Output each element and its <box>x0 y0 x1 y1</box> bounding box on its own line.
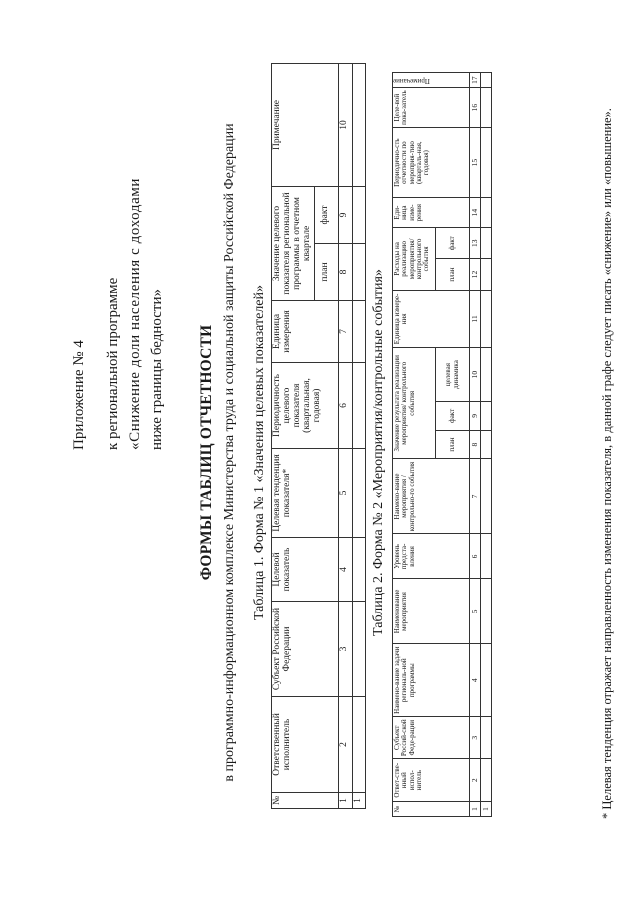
t2-colnum: 8 <box>470 430 481 459</box>
t2-colnum: 12 <box>470 259 481 290</box>
t2-cell <box>481 228 492 259</box>
t1-cell <box>352 187 365 244</box>
annex-line: «Снижение доли населения с доходами <box>127 177 143 450</box>
table1 <box>271 63 366 809</box>
annex-line: к региональной программе <box>105 277 121 450</box>
footnote: * Целевая тенденция отражает направленность изменения показателя, в данной графе следует писать «снижение» или «повышение». <box>600 108 614 819</box>
t1-cell <box>352 538 365 602</box>
table2 <box>392 72 492 817</box>
t2-cell <box>481 717 492 760</box>
t2-cell <box>481 459 492 534</box>
t1-cell <box>352 64 365 187</box>
page-title: ФОРМЫ ТАБЛИЦ ОТЧЕТНОСТИ <box>198 324 215 581</box>
t2-row-num: 1 <box>481 802 492 817</box>
t1-cell <box>352 301 365 363</box>
t2-header-target: Целе-вой пока-затель <box>393 88 470 128</box>
t1-colnum: 9 <box>338 187 352 244</box>
t2-header-dynamic: целевая динамика <box>436 348 470 402</box>
table1-caption: Таблица 1. Форма № 1 «Значения целевых показателей» <box>252 284 267 621</box>
t2-header-note <box>393 73 470 88</box>
t2-cell <box>481 759 492 802</box>
t2-colnum: 4 <box>470 644 481 717</box>
t2-colnum: 2 <box>470 759 481 802</box>
t2-cell <box>481 401 492 430</box>
annex-number: Приложение № 4 <box>71 340 87 450</box>
t2-cell <box>481 73 492 88</box>
t2-cell <box>481 128 492 198</box>
t1-colnum: 3 <box>338 602 352 697</box>
page-subtitle: в программно-информационном комплексе Министерства труда и социальной защиты Российской Федерации <box>222 123 237 782</box>
t2-header-unit: Единица измере-ния <box>393 290 470 348</box>
t2-header-costunit: Еди-ница изме-рения <box>393 198 470 228</box>
t1-colnum: 5 <box>338 449 352 538</box>
t2-header-event: Наименование мероприятия <box>393 579 470 644</box>
t1-colnum: 6 <box>338 363 352 449</box>
t2-cell <box>481 534 492 579</box>
t2-header-cost-fact: факт <box>436 228 470 259</box>
t2-header-cost: Расходы на реализацию мероприятия/ контрольного события <box>393 228 436 291</box>
t2-header-note-text: Примечание <box>393 76 430 85</box>
annex-block <box>68 178 168 450</box>
t1-colnum: 8 <box>338 244 352 301</box>
t1-header-indicator: Целевой показатель <box>272 538 339 602</box>
t1-cell <box>352 244 365 301</box>
t2-colnum: 6 <box>470 534 481 579</box>
t2-colnum: 5 <box>470 579 481 644</box>
t1-header-period: Периодичность целевого показателя (квартальная, годовая) <box>272 363 339 449</box>
t2-header-level: Уровень предста-вления <box>393 534 470 579</box>
t2-header-period: Периодично-сть отчетности по мероприя-тию (кварталь-ная, годовая) <box>393 128 470 198</box>
t1-header-responsible: Ответственный исполнитель <box>272 697 339 793</box>
t2-cell <box>481 579 492 644</box>
t2-header-plan: план <box>436 430 470 459</box>
t1-colnum: 1 <box>338 793 352 809</box>
t2-header-name: Наимено-вание мероприятия / контрольно-го события <box>393 459 470 534</box>
t2-header-task: Наимено-вание задачи региональ-ной программы <box>393 644 470 717</box>
t1-header-value: Значение целевого показателя региональной программы в отчетном квартале <box>272 187 315 301</box>
t1-colnum: 10 <box>338 64 352 187</box>
t2-cell <box>481 198 492 228</box>
t2-cell <box>481 430 492 459</box>
t1-colnum: 4 <box>338 538 352 602</box>
t1-header-note: Примечание <box>272 64 339 187</box>
t2-colnum: 3 <box>470 717 481 760</box>
annex-line: ниже границы бедности» <box>149 288 165 450</box>
t2-colnum: 10 <box>470 348 481 402</box>
t2-cell <box>481 88 492 128</box>
t2-colnum: 1 <box>470 802 481 817</box>
t2-cell <box>481 290 492 348</box>
t1-colnum: 7 <box>338 301 352 363</box>
t2-colnum: 9 <box>470 401 481 430</box>
t1-cell <box>352 697 365 793</box>
table2-caption: Таблица 2. Форма № 2 «Мероприятия/контрольные события» <box>371 269 386 636</box>
t2-cell <box>481 259 492 290</box>
t2-colnum: 15 <box>470 128 481 198</box>
t1-header-subject: Субъект Российской Федерации <box>272 602 339 697</box>
t1-header-trend: Целевая тенденция показателя* <box>272 449 339 538</box>
t2-colnum: 13 <box>470 228 481 259</box>
t2-cell <box>481 348 492 402</box>
t2-colnum: 16 <box>470 88 481 128</box>
t2-header-result: Значение результата реализации мероприятия/ контрольного события <box>393 348 436 459</box>
t2-colnum: 7 <box>470 459 481 534</box>
t1-header-unit: Единица измерения <box>272 301 339 363</box>
t1-cell <box>352 449 365 538</box>
t1-row-num: 1 <box>352 793 365 809</box>
t2-colnum: 14 <box>470 198 481 228</box>
t1-cell <box>352 602 365 697</box>
t2-header-num: № <box>393 802 470 817</box>
t1-colnum: 2 <box>338 697 352 793</box>
t1-cell <box>352 363 365 449</box>
t2-header-cost-plan: план <box>436 259 470 290</box>
t1-header-fact: факт <box>314 187 338 244</box>
t1-header-plan: план <box>314 244 338 301</box>
t2-colnum: 17 <box>470 73 481 88</box>
t2-header-responsible: Ответ-стве-нный испол-нитель <box>393 759 470 802</box>
t2-header-fact: факт <box>436 401 470 430</box>
t1-header-num: № <box>272 793 339 809</box>
t2-header-subject: Субъект Россий-ской Феде-рации <box>393 717 470 760</box>
t2-colnum: 11 <box>470 290 481 348</box>
t2-cell <box>481 644 492 717</box>
